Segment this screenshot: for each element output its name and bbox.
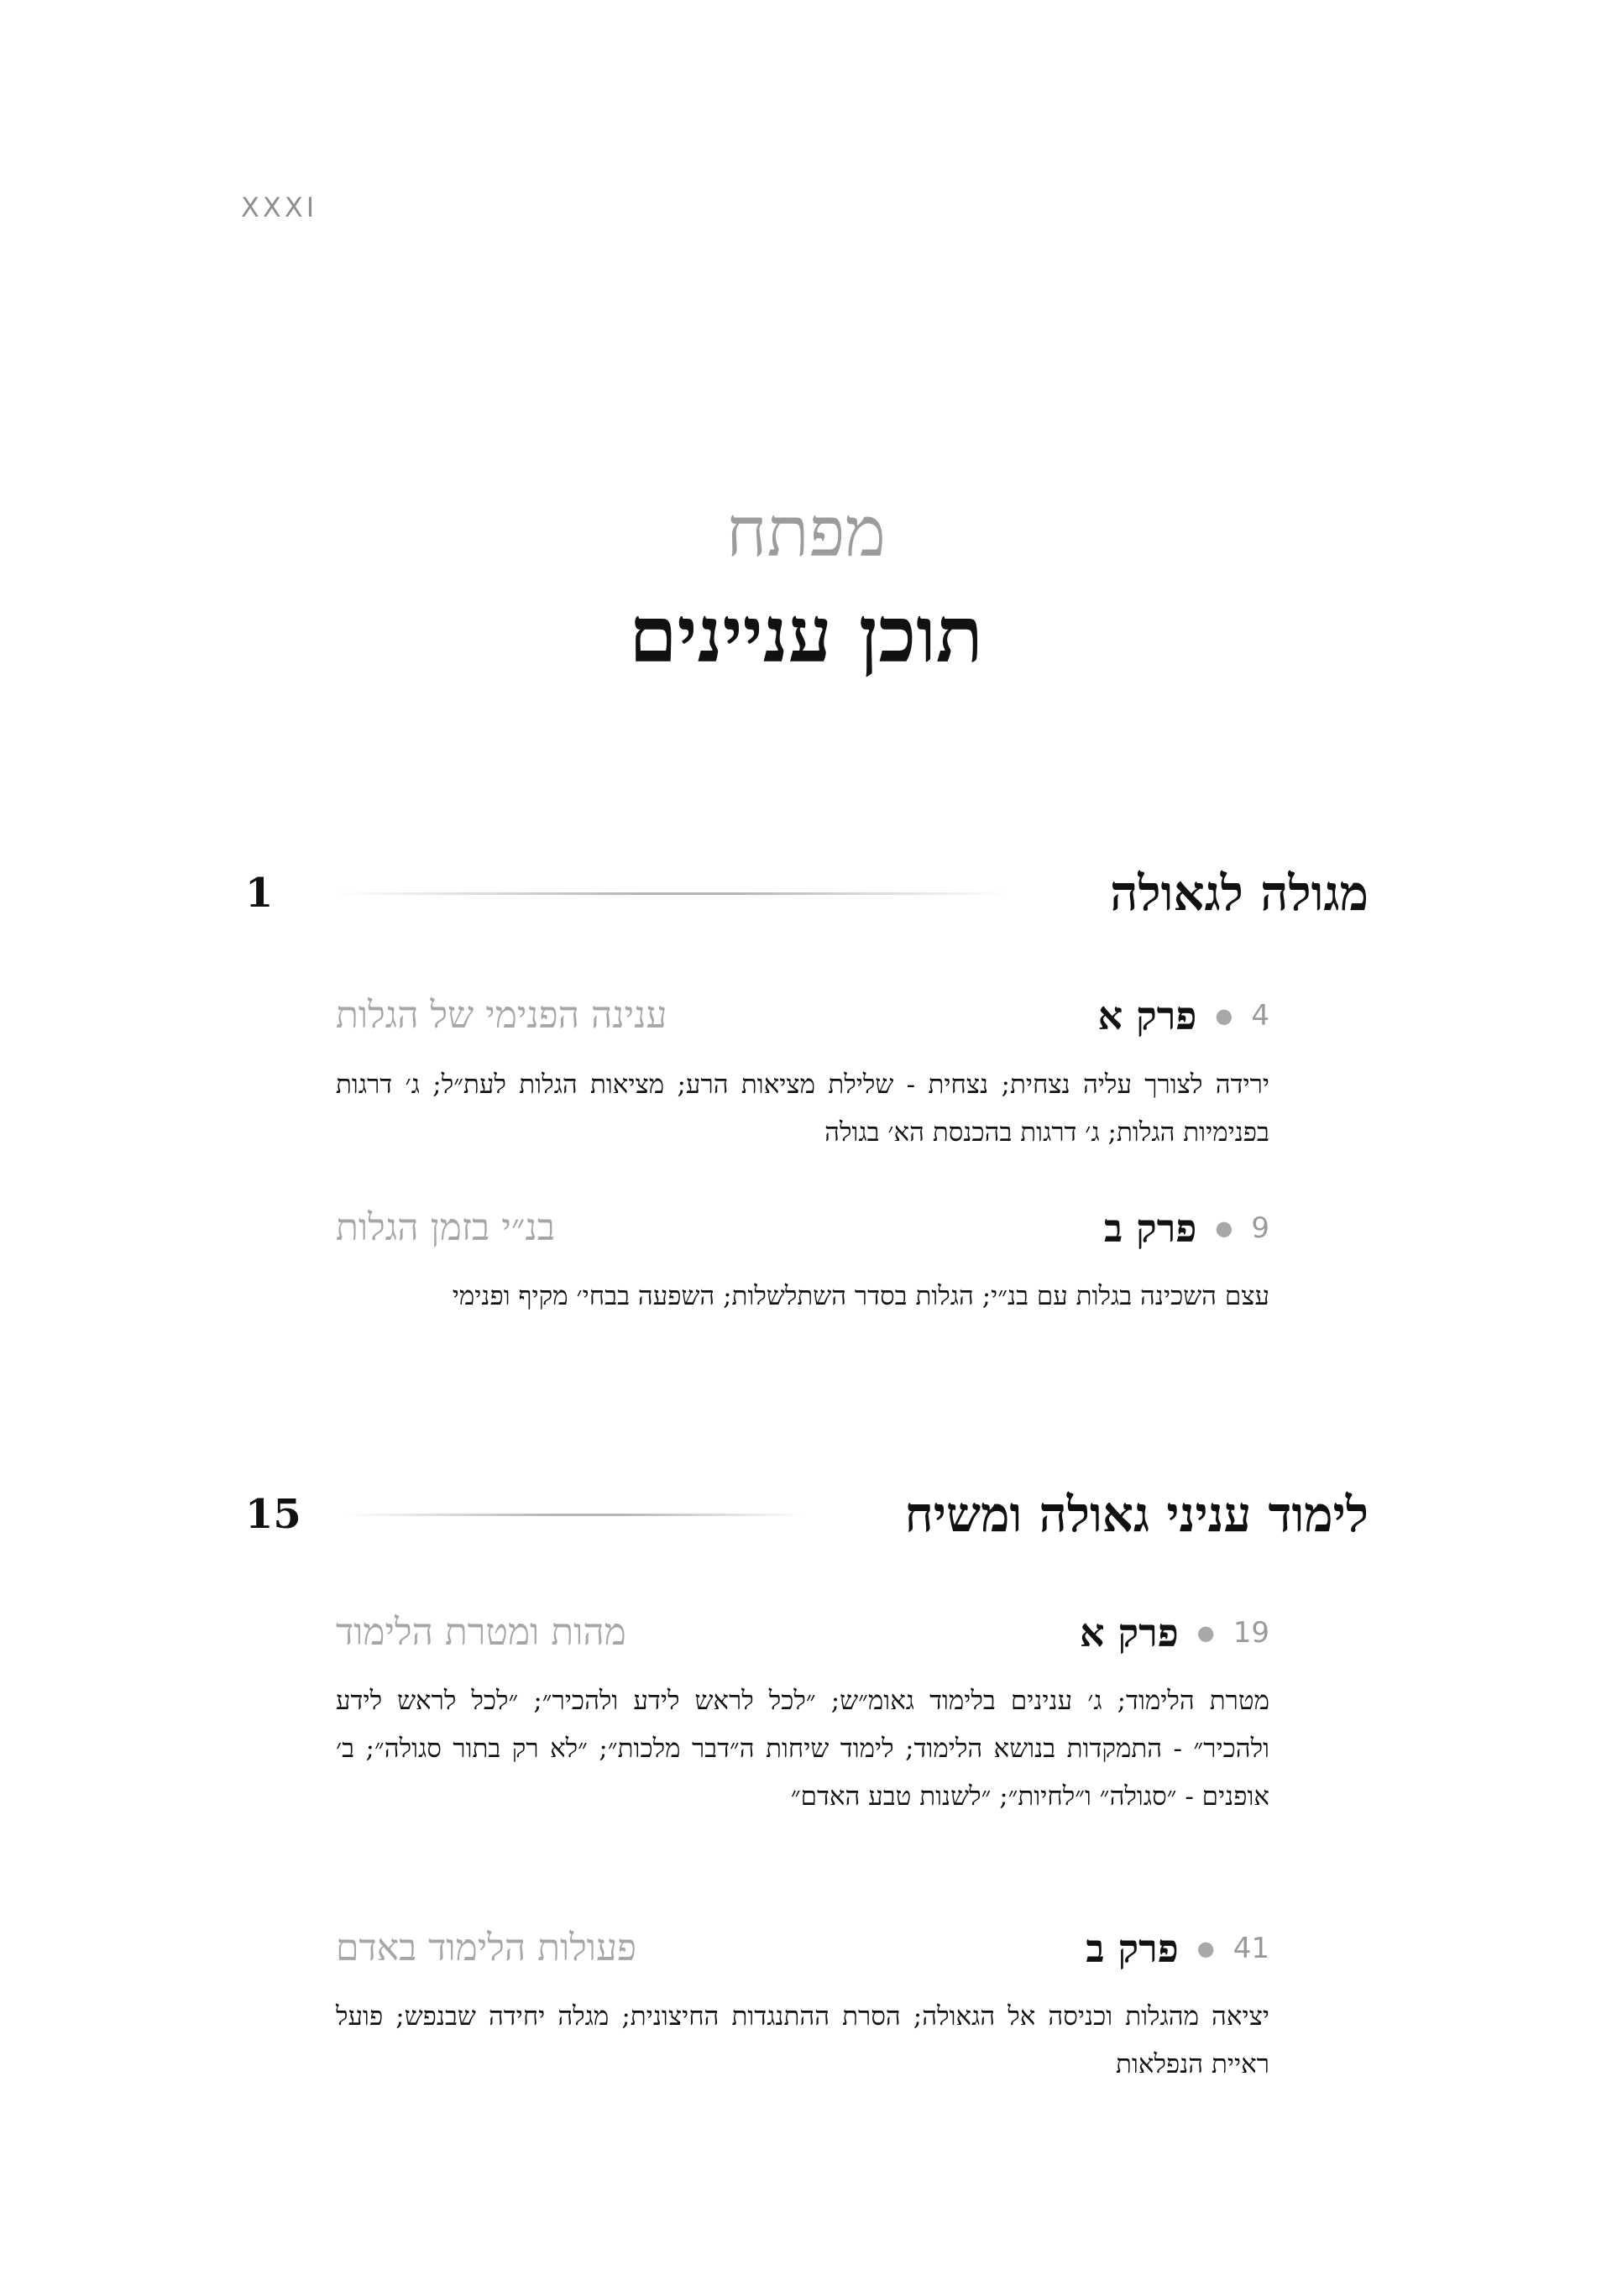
section-divider <box>344 1514 806 1516</box>
chapter-entry[interactable] <box>336 1199 1269 1258</box>
page-title: תוכן עניינים <box>629 589 983 680</box>
bullet-icon: ● <box>1196 1621 1215 1645</box>
chapter-description: יציאה מהגלות וכניסה אל הגאולה; הסרת ההתנגדות החיצונית; מגלה יחידה שבנפש; פועל ראיית הנפלאות <box>336 2001 1269 2079</box>
chapter-label: פרק א <box>1079 1610 1179 1655</box>
chapter-page-number: 19 <box>1233 1616 1269 1650</box>
chapter-label: פרק ב <box>1086 1926 1179 1971</box>
chapter-description: מטרת הלימוד; ג׳ ענינים בלימוד גאומ״ש; ״לכל לראש לידע ולהכיר״; ״לכל לראש לידע ולהכיר״ - התמקדות בנושא הלימוד; לימוד שיחות ה״דבר מלכות״; ״לא רק בתור סגולה״; ב׳ אופנים - ״סגולה״ ו״לחיות״; ״לשנות טבע האדם״ <box>336 1686 1269 1812</box>
chapter-title: פעולות הלימוד באדם <box>336 1927 637 1969</box>
chapter-entry[interactable] <box>336 1603 1269 1662</box>
chapter-page-number: 9 <box>1251 1211 1269 1245</box>
chapter-title: בנ״י בזמן הגלות <box>336 1206 556 1249</box>
section-title: לימוד עניני גאולה ומשיח <box>904 1486 1369 1543</box>
section-title: מגולה לגאולה <box>1110 865 1369 922</box>
section-page-number: 15 <box>245 1491 301 1538</box>
page-subtitle: מפתח <box>725 493 887 573</box>
section-header <box>235 1481 1369 1548</box>
page-number: XXXI <box>241 191 318 223</box>
chapter-entry[interactable] <box>336 986 1269 1045</box>
section-divider <box>336 892 1008 895</box>
chapter-page-number: 4 <box>1251 999 1269 1033</box>
bullet-icon: ● <box>1215 1004 1233 1028</box>
chapter-description: עצם השכינה בגלות עם בנ״י; הגלות בסדר השתלשלות; השפעה בבחי׳ מקיף ופנימי <box>452 1281 1269 1311</box>
chapter-title: מהות ומטרת הלימוד <box>336 1611 626 1654</box>
chapter-title: ענינה הפנימי של הגלות <box>336 994 667 1037</box>
bullet-icon: ● <box>1215 1216 1233 1240</box>
chapter-label: פרק א <box>1097 993 1197 1038</box>
section-header <box>235 860 1369 927</box>
chapter-page-number: 41 <box>1233 1932 1269 1965</box>
chapter-label: פרק ב <box>1103 1206 1197 1251</box>
chapter-entry[interactable] <box>336 1919 1269 1978</box>
chapter-description: ירידה לצורך עליה נצחית; נצחית - שלילת מציאות הרע; מציאות הגלות לעת״ל; ג׳ דרגות בפנימיות הגלות; ג׳ דרגות בהכנסת הא׳ בגולה <box>336 1070 1269 1148</box>
bullet-icon: ● <box>1196 1937 1215 1960</box>
section-page-number: 1 <box>245 870 274 917</box>
